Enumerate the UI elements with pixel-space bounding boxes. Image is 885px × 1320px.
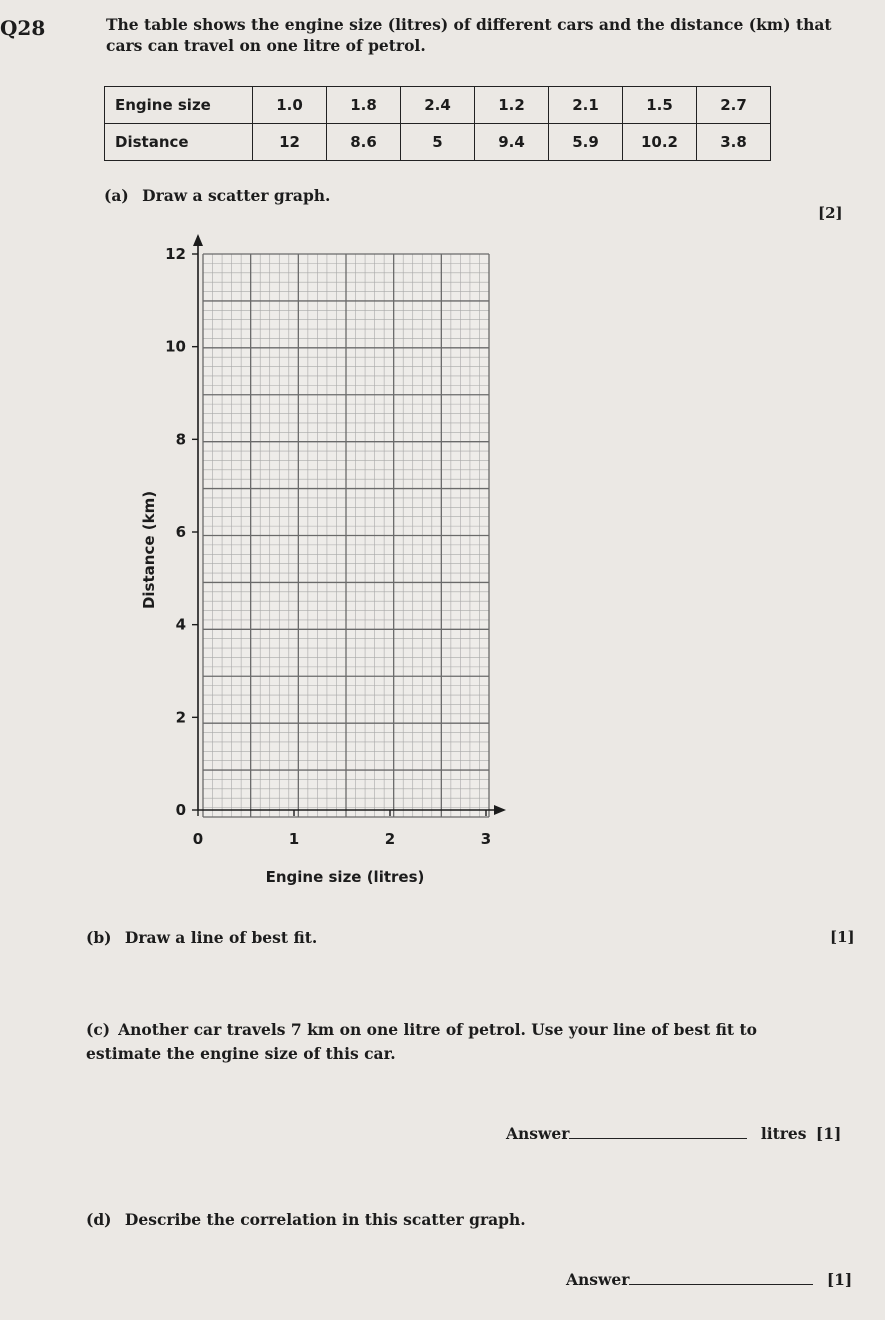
y-axis-arrow bbox=[193, 234, 203, 246]
x-axis-arrow bbox=[494, 805, 506, 815]
table-cell: 9.4 bbox=[475, 124, 549, 161]
table-cell: 1.2 bbox=[475, 87, 549, 124]
part-a-text: Draw a scatter graph. bbox=[142, 186, 331, 205]
x-axis-label: Engine size (litres) bbox=[265, 868, 425, 886]
part-c-marks: [1] bbox=[815, 1124, 842, 1143]
y-tick-label: 6 bbox=[175, 523, 186, 541]
part-a-label: (a) bbox=[104, 186, 129, 205]
y-axis-label: Distance (km) bbox=[140, 490, 158, 610]
table-cell: 1.5 bbox=[623, 87, 697, 124]
part-c-label: (c) bbox=[86, 1020, 111, 1039]
part-b-prompt bbox=[86, 928, 317, 947]
part-b-label: (b) bbox=[86, 928, 112, 947]
table-cell: 1.8 bbox=[327, 87, 401, 124]
part-a-marks: [2] bbox=[818, 204, 843, 222]
part-c-unit: litres bbox=[760, 1124, 807, 1143]
question-number: Q28 bbox=[0, 16, 46, 40]
part-d-label: (d) bbox=[86, 1210, 112, 1229]
question-intro: The table shows the engine size (litres) of different cars and the distance (km) that cars can travel on one litre of petrol. bbox=[106, 15, 832, 55]
part-c-prompt bbox=[86, 1018, 806, 1066]
part-c-answer-field[interactable] bbox=[569, 1124, 747, 1139]
table-cell: 12 bbox=[253, 124, 327, 161]
y-tick-label: 0 bbox=[175, 801, 186, 819]
part-c-answer-label: Answer bbox=[506, 1124, 570, 1143]
y-tick-label: 2 bbox=[175, 708, 186, 727]
part-d-text: Describe the correlation in this scatter graph. bbox=[124, 1210, 526, 1229]
part-b-marks: [1] bbox=[830, 928, 855, 946]
part-d-marks: [1] bbox=[826, 1270, 853, 1289]
x-tick-label: 2 bbox=[384, 830, 396, 848]
table-cell: 2.4 bbox=[401, 87, 475, 124]
table-cell: 1.0 bbox=[253, 87, 327, 124]
y-tick-label: 10 bbox=[165, 337, 186, 356]
row-header: Engine size bbox=[105, 87, 253, 124]
table-cell: 3.8 bbox=[697, 124, 771, 161]
part-b-text: Draw a line of best fit. bbox=[124, 928, 318, 947]
table-cell: 2.7 bbox=[697, 87, 771, 124]
table-cell: 5 bbox=[401, 124, 475, 161]
x-tick-label: 0 bbox=[192, 830, 204, 848]
table-cell: 5.9 bbox=[549, 124, 623, 161]
table-cell: 8.6 bbox=[327, 124, 401, 161]
y-tick-label: 4 bbox=[175, 615, 186, 634]
x-tick-label: 3 bbox=[480, 830, 492, 848]
x-tick-label: 1 bbox=[288, 830, 300, 848]
part-c-answer-row bbox=[506, 1124, 841, 1143]
table-cell: 2.1 bbox=[549, 87, 623, 124]
part-d-prompt bbox=[86, 1210, 526, 1229]
part-c-text: Another car travels 7 km on one litre of petrol. Use your line of best fit to estimate the engine size of this car. bbox=[86, 1020, 757, 1063]
y-tick-label: 12 bbox=[165, 245, 186, 263]
part-d-answer-field[interactable] bbox=[629, 1270, 813, 1285]
table-cell: 10.2 bbox=[623, 124, 697, 161]
part-d-answer-row bbox=[566, 1270, 852, 1289]
part-d-answer-label: Answer bbox=[566, 1270, 630, 1289]
y-tick-label: 8 bbox=[175, 430, 186, 449]
row-header: Distance bbox=[105, 124, 253, 161]
